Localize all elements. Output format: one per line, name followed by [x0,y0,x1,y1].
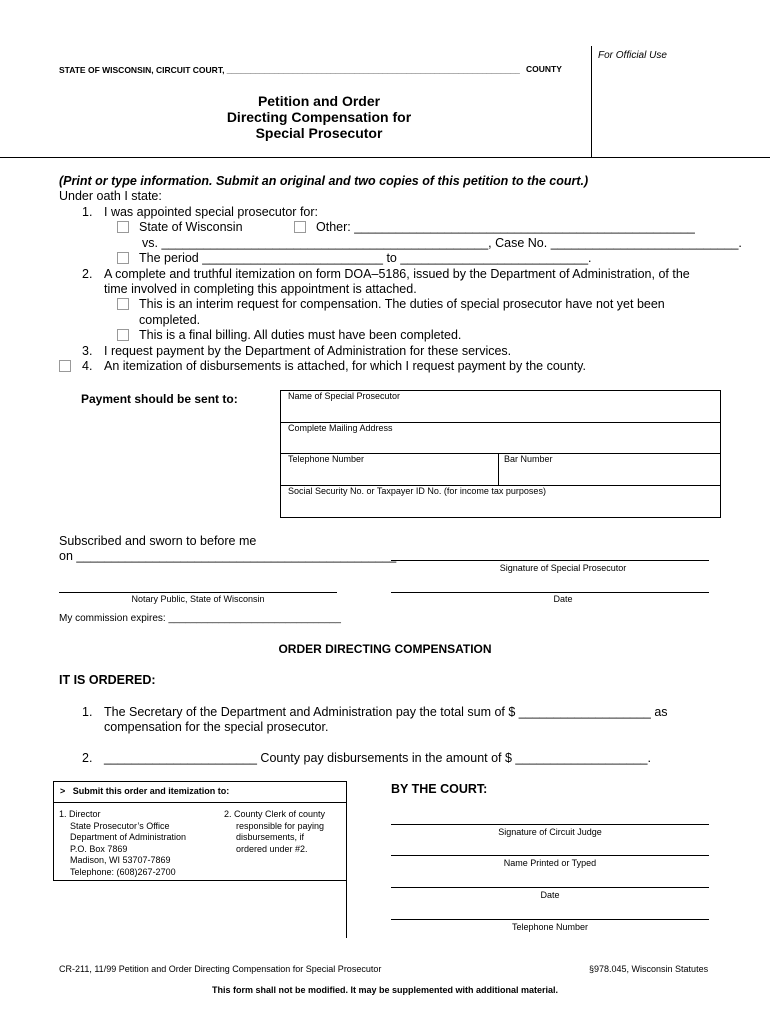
order2-number: 2. [82,751,93,765]
payment-col-rule [498,453,499,485]
county-label: COUNTY [526,64,562,74]
statute-reference: §978.045, Wisconsin Statutes [589,964,709,974]
sp-signature-line[interactable] [391,560,709,561]
judge-signature-label: Signature of Circuit Judge [498,827,602,837]
period-checkbox[interactable] [117,252,129,264]
submit-line: responsible for paying [236,820,325,831]
item4-checkbox[interactable] [59,360,71,372]
submit-line: 1. Director [59,809,101,819]
interim-checkbox[interactable] [117,298,129,310]
instructions: (Print or type information. Submit an original and two copies of this petition to the court.) [59,174,589,188]
it-is-ordered: IT IS ORDERED: [59,673,156,687]
submit-heading-rule [53,802,347,803]
commission-field[interactable]: My commission expires: _______________________________ [59,613,341,624]
court-date-label: Date [540,890,560,900]
period-field[interactable]: The period __________________________ to ___________________________. [139,251,592,265]
court-line[interactable]: STATE OF WISCONSIN, CIRCUIT COURT, ______________________________________________________________ [59,65,520,75]
form-title-line2: Directing Compensation for [226,109,412,125]
judge-signature-line[interactable] [391,824,709,825]
sp-date-label: Date [553,594,573,604]
ssn-field[interactable]: Social Security No. or Taxpayer ID No. (for income tax purposes) [288,486,546,496]
payment-label: Payment should be sent to: [81,392,238,406]
telephone-field[interactable]: Telephone Number [288,454,365,464]
other-checkbox[interactable] [294,221,306,233]
order1-number: 1. [82,705,93,719]
sworn-text: Subscribed and sworn to before me [59,534,257,548]
item2-text-b: time involved in completing this appointment is attached. [104,282,417,296]
submit-line: disbursements, if [236,832,305,842]
name-printed-line[interactable] [391,855,709,856]
submit-line: State Prosecutor’s Office [70,820,170,831]
bar-number-field[interactable]: Bar Number [504,454,553,464]
item2-number: 2. [82,267,93,281]
interim-text-a: This is an interim request for compensation. The duties of special prosecutor have not yet been [139,297,665,311]
oath-text: Under oath I state: [59,189,162,203]
state-wisconsin-label: State of Wisconsin [139,220,243,234]
official-use-divider [591,46,592,157]
submit-clerk-block [224,809,325,855]
submit-heading: > Submit this order and itemization to: [60,786,230,796]
sp-signature-label: Signature of Special Prosecutor [499,563,627,573]
header-bottom-rule [0,157,770,158]
item3-number: 3. [82,344,93,358]
modification-notice: This form shall not be modified. It may be supplemented with additional material. [211,985,559,995]
by-the-court: BY THE COURT: [391,782,488,796]
item4-number: 4. [82,359,93,373]
order1-text-a[interactable]: The Secretary of the Department and Administration pay the total sum of $ ___________________ as [104,705,668,719]
item1-number: 1. [82,205,93,219]
notary-line[interactable] [59,592,337,593]
sworn-date-field[interactable]: on ______________________________________________ [59,549,397,563]
order2-text[interactable]: ______________________ County pay disbursements in the amount of $ ___________________. [104,751,651,765]
vs-case-field[interactable]: vs. _______________________________________________, Case No. ___________________________. [142,236,742,250]
form-id: CR-211, 11/99 Petition and Order Directing Compensation for Special Prosecutor [59,964,382,974]
address-field[interactable]: Complete Mailing Address [288,423,393,433]
form-title [150,93,488,141]
final-text: This is a final billing. All duties must have been completed. [139,328,462,342]
item3-text: I request payment by the Department of Administration for these services. [104,344,512,358]
submit-director-block [59,809,186,878]
notary-label: Notary Public, State of Wisconsin [131,594,265,604]
form-title-line3: Special Prosecutor [255,125,383,141]
court-phone-label: Telephone Number [511,922,589,932]
item2-text-a: A complete and truthful itemization on form DOA–5186, issued by the Department of Administration, of the [104,267,690,281]
submit-line: Madison, WI 53707-7869 [70,855,171,865]
final-checkbox[interactable] [117,329,129,341]
court-date-line[interactable] [391,887,709,888]
official-use-label: For Official Use [598,50,667,61]
form-title-line1: Petition and Order [257,93,381,109]
other-field[interactable]: Other: _________________________________________________ [316,220,695,234]
order1-text-b: compensation for the special prosecutor. [104,720,329,734]
name-printed-label: Name Printed or Typed [503,858,597,868]
submit-line: P.O. Box 7869 [70,843,128,854]
sp-date-line[interactable] [391,592,709,593]
order-heading: ORDER DIRECTING COMPENSATION [278,642,492,656]
name-field[interactable]: Name of Special Prosecutor [288,391,401,401]
interim-text-b: completed. [139,313,201,327]
item1-text: I was appointed special prosecutor for: [104,205,319,219]
state-wisconsin-checkbox[interactable] [117,221,129,233]
submit-line: 2. County Clerk of county [224,809,326,819]
item4-text: An itemization of disbursements is attached, for which I request payment by the county. [104,359,586,373]
submit-box-tail [346,881,347,938]
submit-line: Department of Administration [70,832,187,842]
court-phone-line[interactable] [391,919,709,920]
submit-line: ordered under #2. [236,843,308,854]
submit-line: Telephone: (608)267-2700 [70,866,176,877]
